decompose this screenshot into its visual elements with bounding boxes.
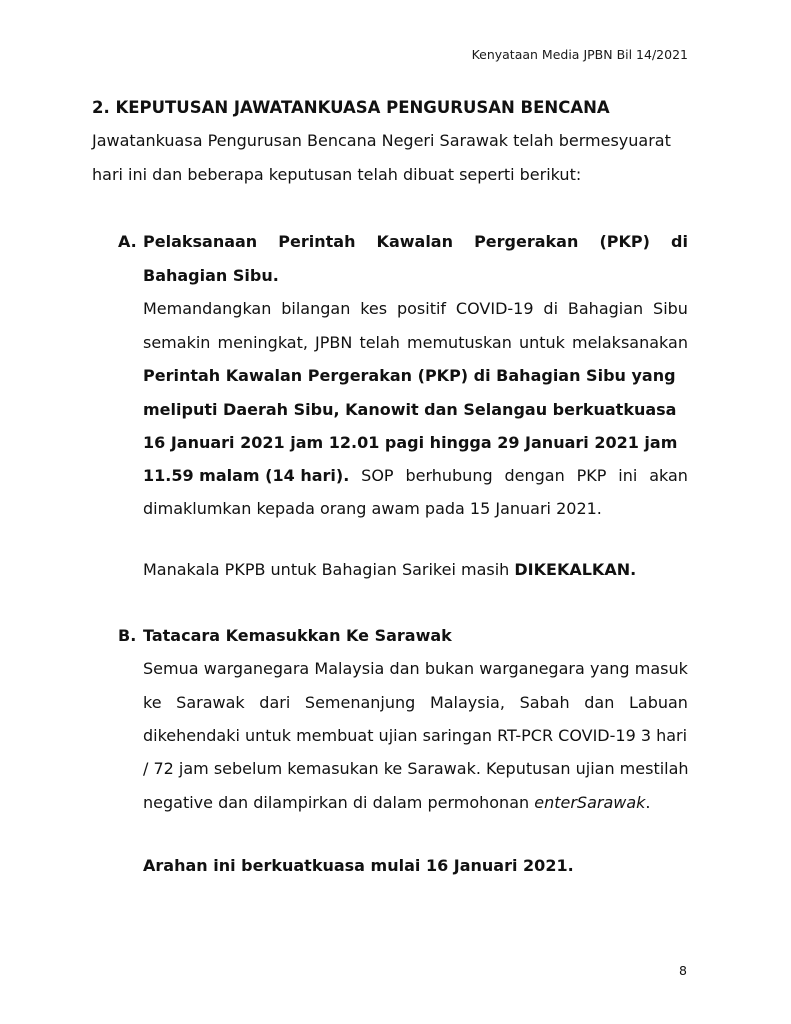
item-a-paragraph-line-6 xyxy=(143,466,688,486)
intro-line-2: hari ini dan beberapa keputusan telah dibuat seperti berikut: xyxy=(92,165,582,184)
word: akan xyxy=(649,466,688,485)
word: Sabah xyxy=(519,693,570,712)
word: di xyxy=(543,299,559,318)
item-b-line-5-text: negative dan dilampirkan di dalam permohonan xyxy=(143,793,535,812)
word: PKP xyxy=(576,466,607,485)
item-b-line-2 xyxy=(143,693,688,713)
item-a-title-word: (PKP) xyxy=(599,232,650,251)
word: dan xyxy=(389,659,420,678)
pkpb-note-text: Manakala PKPB untuk Bahagian Sarikei masih xyxy=(143,560,515,579)
word: Sarawak xyxy=(176,693,245,712)
item-a-title-word: Pergerakan xyxy=(474,232,579,251)
item-a-title-word: di xyxy=(671,232,688,251)
item-a-title-line-1 xyxy=(143,232,688,252)
item-a-title-word: Pelaksanaan xyxy=(143,232,258,251)
item-b-marker: B. xyxy=(118,626,137,645)
item-b-line-3: dikehendaki untuk membuat ujian saringan RT-PCR COVID-19 3 hari xyxy=(143,726,688,745)
pkpb-status: DIKEKALKAN. xyxy=(514,560,637,579)
intro-line-1: Jawatankuasa Pengurusan Bencana Negeri Sarawak telah bermesyuarat xyxy=(92,131,671,150)
item-b-line-1 xyxy=(143,659,688,679)
item-a-paragraph-line-3: Perintah Kawalan Pergerakan (PKP) di Bahagian Sibu yang xyxy=(143,366,676,385)
word: kes xyxy=(360,299,388,318)
word: warganegara xyxy=(203,659,310,678)
word: Malaysia, xyxy=(429,693,505,712)
word: Semenanjung xyxy=(304,693,416,712)
item-a-paragraph-line-7: dimaklumkan kepada orang awam pada 15 Januari 2021. xyxy=(143,499,602,518)
word: berhubung xyxy=(405,466,493,485)
word: bukan xyxy=(424,659,475,678)
item-a-paragraph-line-5: 16 Januari 2021 jam 12.01 pagi hingga 29 Januari 2021 jam xyxy=(143,433,678,452)
word: warganegara xyxy=(479,659,585,678)
enter-sarawak-app-name: enterSarawak xyxy=(534,793,646,812)
effective-date-statement: Arahan ini berkuatkuasa mulai 16 Januari 2021. xyxy=(143,856,574,875)
word: SOP xyxy=(361,466,394,485)
item-a-title-line-2: Bahagian Sibu. xyxy=(143,266,279,285)
word: Labuan xyxy=(628,693,688,712)
word: dengan xyxy=(504,466,565,485)
item-b-title: Tatacara Kemasukkan Ke Sarawak xyxy=(143,626,452,645)
item-b-line-5-end: . xyxy=(645,793,651,812)
item-a-title-word: Kawalan xyxy=(376,232,453,251)
word: dari xyxy=(259,693,291,712)
word: dan xyxy=(584,693,615,712)
word: Semua xyxy=(143,659,199,678)
item-a-paragraph-line-2 xyxy=(143,333,688,353)
word: Sibu xyxy=(653,299,688,318)
word: memutuskan xyxy=(407,333,512,352)
word: melaksanakan xyxy=(572,333,688,352)
word: Memandangkan xyxy=(143,299,272,318)
word: COVID-19 xyxy=(455,299,534,318)
item-a-paragraph-line-4: meliputi Daerah Sibu, Kanowit dan Selangau berkuatkuasa xyxy=(143,400,677,419)
page-number: 8 xyxy=(679,963,687,978)
word: masuk xyxy=(634,659,688,678)
word: untuk xyxy=(518,333,565,352)
word: Bahagian xyxy=(567,299,644,318)
item-b-line-5 xyxy=(143,793,651,813)
word: bilangan xyxy=(281,299,351,318)
word: ini xyxy=(618,466,638,485)
media-statement-reference: Kenyataan Media JPBN Bil 14/2021 xyxy=(471,47,688,62)
word: semakin xyxy=(143,333,211,352)
item-a-title-word: Perintah xyxy=(278,232,356,251)
word: ke xyxy=(143,693,162,712)
item-a-marker: A. xyxy=(118,232,137,251)
section-heading: 2. KEPUTUSAN JAWATANKUASA PENGURUSAN BENCANA xyxy=(92,98,610,117)
item-b-line-4: / 72 jam sebelum kemasukan ke Sarawak. Keputusan ujian mestilah xyxy=(143,759,689,778)
item-a-pkpb-note xyxy=(143,560,636,580)
word: Malaysia xyxy=(314,659,385,678)
word: meningkat, xyxy=(217,333,308,352)
item-a-paragraph-line-1 xyxy=(143,299,688,319)
word: telah xyxy=(359,333,400,352)
word: JPBN xyxy=(315,333,353,352)
pkp-duration: 11.59 malam (14 hari). xyxy=(143,466,350,485)
word: yang xyxy=(589,659,630,678)
word: positif xyxy=(396,299,447,318)
